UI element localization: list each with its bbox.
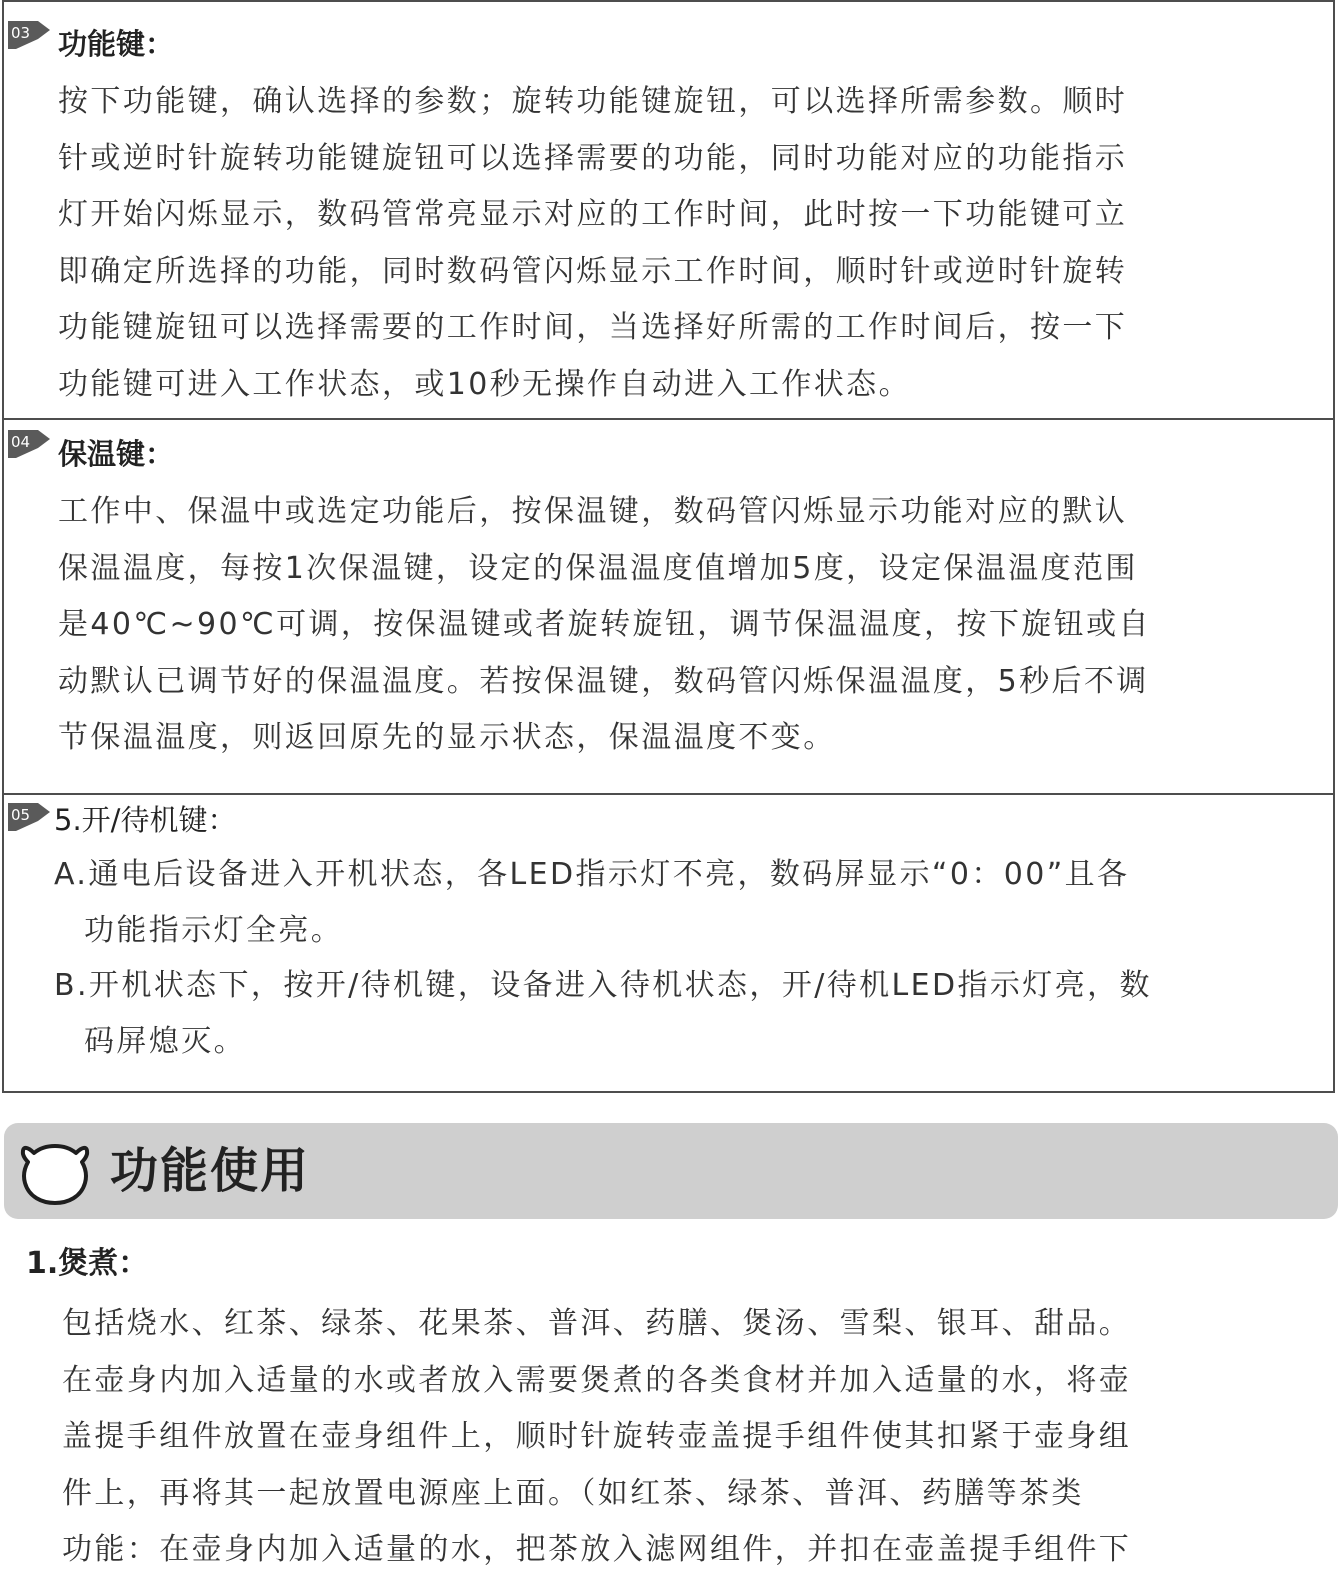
section-number-badge [8,430,52,458]
paragraph-line: 包括烧水、红茶、绿茶、花果茶、普洱、药膳、煲汤、雪梨、银耳、甜品。 [62,1306,1132,1341]
list-item [54,847,1314,959]
section-power-standby-key [2,793,1335,1093]
bear-head-icon [20,1136,90,1206]
list-item-continuation: 码屏熄灭。 [84,1024,246,1059]
usage-heading: 1.煲煮： [26,1246,149,1281]
paragraph-line: 按下功能键，确认选择的参数；旋转功能键旋钮，可以选择所需参数。顺时 [58,84,1128,119]
section-number: 05 [11,806,31,824]
paragraph-line: 保温温度，每按1次保温键，设定的保温温度值增加5度，设定保温温度范围 [58,550,1138,586]
usage-paragraph [62,1296,1312,1579]
section-heading: 5.开/待机键： [54,803,237,837]
paragraph-line: 在壶身内加入适量的水或者放入需要煲煮的各类食材并加入适量的水，将壶 [62,1362,1132,1398]
list-item-first-line: A.通电后设备进入开机状态，各LED指示灯不亮，数码屏显示“0：00”且各 [54,857,1130,892]
paragraph-line: 灯开始闪烁显示，数码管常亮显示对应的工作时间，此时按一下功能键可立 [58,197,1128,232]
section-number-badge [8,21,52,49]
list-item [54,958,1314,1070]
section-heading: 功能键： [58,27,175,61]
paragraph-line: 工作中、保温中或选定功能后，按保温键，数码管闪烁显示功能对应的默认 [58,494,1128,529]
section-paragraph [58,74,1298,413]
section-number-badge [8,803,52,831]
section-number: 04 [11,433,31,451]
section-banner [4,1123,1338,1219]
section-function-key [2,0,1335,420]
paragraph-line: 动默认已调节好的保温温度。若按保温键，数码管闪烁保温温度，5秒后不调 [58,663,1149,699]
list-item-first-line: B.开机状态下，按开/待机键，设备进入待机状态，开/待机LED指示灯亮，数 [54,968,1152,1003]
paragraph-line: 节保温温度，则返回原先的显示状态，保温温度不变。 [58,720,836,755]
paragraph-line: 针或逆时针旋转功能键旋钮可以选择需要的功能，同时功能对应的功能指示 [58,140,1128,176]
paragraph-line: 件上，再将其一起放置电源座上面。（如红茶、绿茶、普洱、药膳等茶类 [62,1475,1084,1511]
banner-title: 功能使用 [110,1143,311,1199]
paragraph-line: 盖提手组件放置在壶身组件上，顺时针旋转壶盖提手组件使其扣紧于壶身组 [62,1419,1132,1454]
list-item-continuation: 功能指示灯全亮。 [84,913,344,948]
paragraph-line: 是40℃~90℃可调，按保温键或者旋转旋钮，调节保温温度，按下旋钮或自 [58,607,1151,642]
paragraph-line: 即确定所选择的功能，同时数码管闪烁显示工作时间，顺时针或逆时针旋转 [58,253,1128,289]
paragraph-line: 功能：在壶身内加入适量的水，把茶放入滤网组件，并扣在壶盖提手组件下 [62,1532,1132,1567]
paragraph-line: 功能键可进入工作状态，或10秒无操作自动进入工作状态。 [58,366,911,402]
section-number: 03 [11,24,31,42]
section-heading: 保温键： [58,437,175,471]
paragraph-line: 功能键旋钮可以选择需要的工作时间，当选择好所需的工作时间后，按一下 [58,310,1128,345]
section-keep-warm-key [2,418,1335,795]
section-paragraph [58,484,1298,767]
